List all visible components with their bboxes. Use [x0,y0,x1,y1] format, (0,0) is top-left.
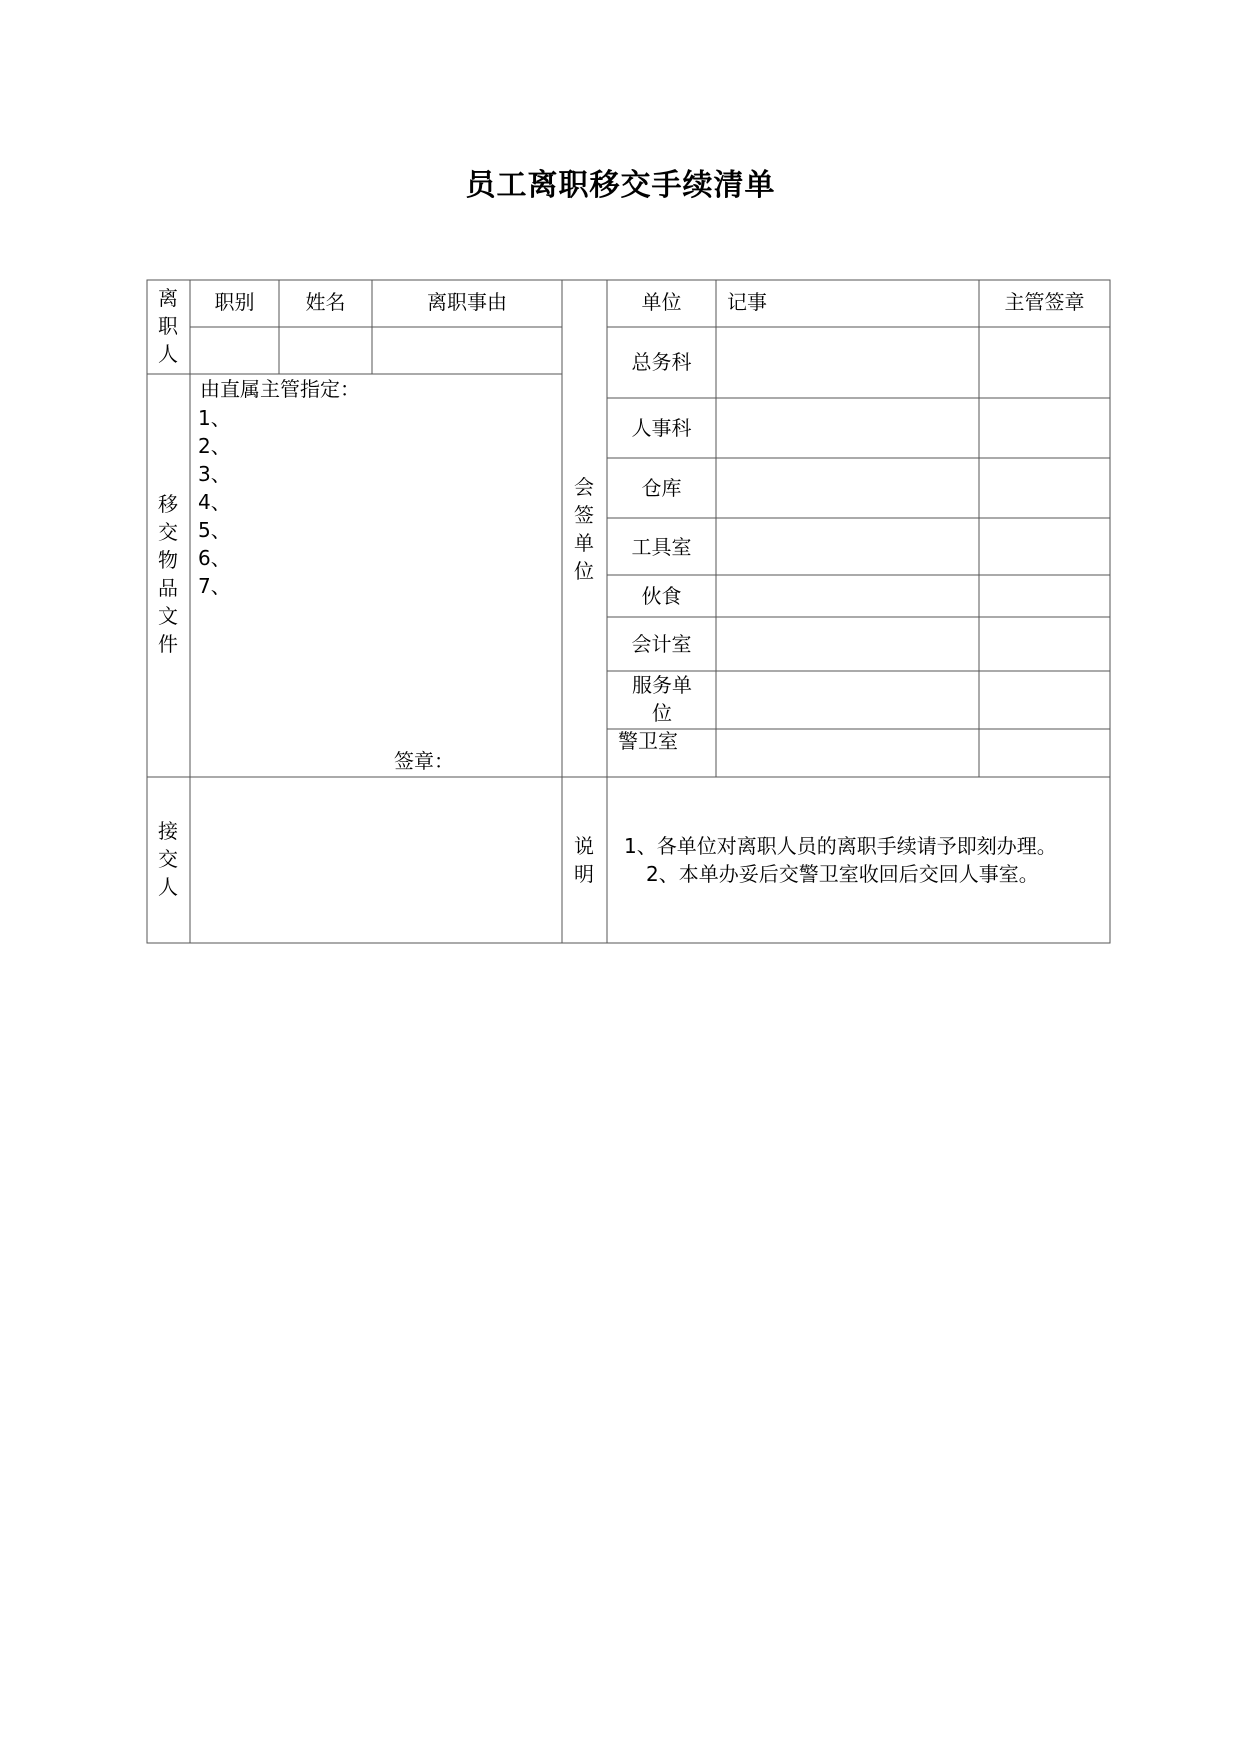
name-header: 姓名 [305,290,346,314]
note-header: 记事 [727,290,767,314]
handover-item[interactable]: 3、 [198,462,231,486]
handover-seal-label: 签章： [394,749,454,773]
handover-instruction: 由直属主管指定： [200,377,360,401]
note-line: 2、本单办妥后交警卫室收回后交回人事室。 [646,862,1039,886]
position-header: 职别 [214,290,255,314]
handover-item[interactable]: 6、 [198,546,231,570]
unit-catering: 伙食 [641,584,682,608]
handover-item[interactable]: 4、 [198,490,231,514]
unit-tool-room: 工具室 [631,535,692,559]
unit-warehouse: 仓库 [641,476,682,500]
resignee-section-label: 离职人 [158,286,178,366]
receiver-section-label: 接交人 [158,819,178,899]
unit-security: 警卫室 [618,729,678,753]
supervisor-sign-header: 主管签章 [1004,290,1085,314]
notes-section-label: 说明 [574,834,594,886]
handover-item[interactable]: 1、 [198,406,231,430]
unit-general-affairs: 总务科 [631,350,692,374]
countersign-section-label: 会签单位 [574,475,594,583]
unit-accounting: 会计室 [631,632,692,656]
unit-personnel: 人事科 [631,416,692,440]
handover-item[interactable]: 5、 [198,518,231,542]
handover-item[interactable]: 2、 [198,434,231,458]
reason-header: 离职事由 [427,290,507,314]
note-line: 1、各单位对离职人员的离职手续请予即刻办理。 [624,834,1057,858]
handover-item[interactable]: 7、 [198,574,231,598]
form-title: 员工离职移交手续清单 [465,168,776,203]
handover-section-label: 移交物品文件 [158,492,178,656]
unit-service: 服务单位 [632,673,692,725]
unit-header: 单位 [641,290,682,314]
